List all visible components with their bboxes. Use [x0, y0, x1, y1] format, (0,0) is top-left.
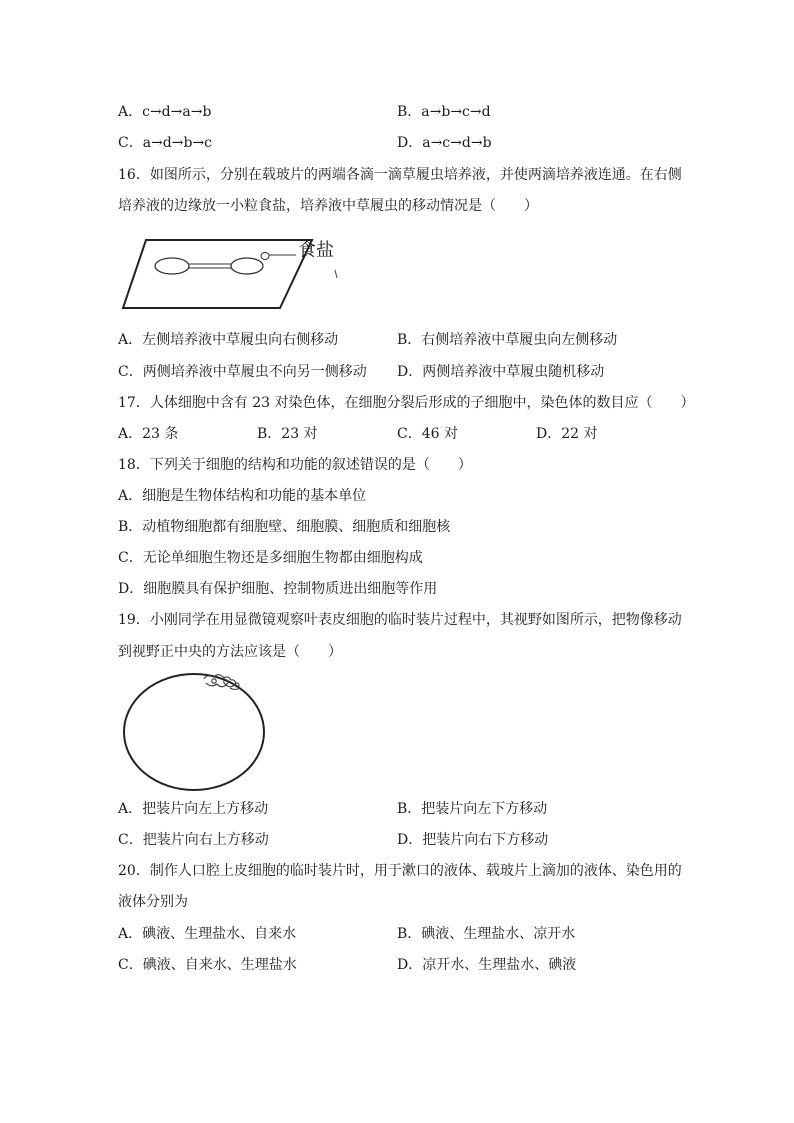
salt-grain [261, 253, 269, 260]
q18-stem: 18．下列关于细胞的结构和功能的叙述错误的是（ ） [118, 457, 472, 473]
q16-option-a: A．左侧培养液中草履虫向右侧移动 [118, 332, 339, 348]
q17-stem: 17．人体细胞中含有 23 对染色体，在细胞分裂后形成的子细胞中，染色体的数目应（ ） [118, 395, 695, 411]
field-of-view [124, 674, 264, 790]
q15-option-b: B．a→b→c→d [397, 104, 491, 120]
glass-slide [123, 240, 312, 308]
q20-option-a: A．碘液、生理盐水、自来水 [118, 926, 297, 942]
salt-label: 食盐 [298, 240, 334, 261]
q16-stem-line2: 培养液的边缘放一小粒食盐，培养液中草履虫的移动情况是（ ） [118, 198, 538, 214]
cell-image [204, 675, 240, 690]
q15-option-a: A．c→d→a→b [118, 104, 212, 120]
q17-option-b: B．23 对 [257, 426, 318, 442]
q19-option-a: A．把装片向左上方移动 [118, 801, 269, 817]
q16-stem-line1: 16．如图所示，分别在载玻片的两端各滴一滴草履虫培养液，并使两滴培养液连通。在右侧 [118, 167, 682, 183]
q18-option-b: B．动植物细胞都有细胞壁、细胞膜、细胞质和细胞核 [118, 519, 451, 535]
q17-option-d: D．22 对 [536, 426, 598, 442]
right-culture-drop [231, 258, 263, 274]
q18-option-a: A．细胞是生物体结构和功能的基本单位 [118, 488, 367, 504]
q20-option-b: B．碘液、生理盐水、凉开水 [397, 926, 576, 942]
q20-stem-line2: 液体分别为 [118, 894, 188, 910]
q19-option-c: C．把装片向右上方移动 [118, 832, 269, 848]
q18-option-c: C．无论单细胞生物还是多细胞生物都由细胞构成 [118, 550, 423, 566]
q16-option-c: C．两侧培养液中草履虫不向另一侧移动 [118, 364, 367, 380]
q19-stem-line2: 到视野正中央的方法应该是（ ） [118, 644, 342, 660]
q18-option-d: D．细胞膜具有保护细胞、控制物质进出细胞等作用 [118, 581, 438, 597]
q17-option-c: C．46 对 [397, 426, 458, 442]
q17-option-a: A．23 条 [118, 426, 179, 442]
q15-option-c: C．a→d→b→c [118, 135, 213, 151]
microscope-field-figure [120, 670, 270, 794]
q16-option-b: B．右侧培养液中草履虫向左侧移动 [397, 332, 618, 348]
q15-option-d: D．a→c→d→b [397, 135, 492, 151]
left-culture-drop [155, 258, 189, 274]
q20-stem-line1: 20．制作人口腔上皮细胞的临时装片时，用于漱口的液体、载玻片上滴加的液体、染色用的 [118, 863, 682, 879]
q19-stem-line1: 19．小刚同学在用显微镜观察叶表皮细胞的临时装片过程中，其视野如图所示，把物像移动 [118, 612, 682, 628]
q19-option-d: D．把装片向右下方移动 [397, 832, 549, 848]
q20-option-d: D．凉开水、生理盐水、碘液 [397, 957, 577, 973]
q19-option-b: B．把装片向左下方移动 [397, 801, 548, 817]
q16-option-d: D．两侧培养液中草履虫随机移动 [397, 364, 605, 380]
q20-option-c: C．碘液、自来水、生理盐水 [118, 957, 297, 973]
